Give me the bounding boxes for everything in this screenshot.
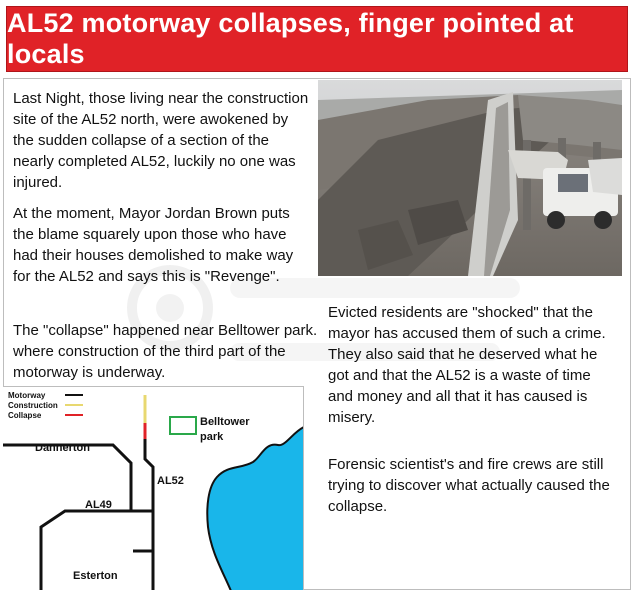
- headline-banner: [6, 6, 628, 72]
- label-esterton: Esterton: [73, 570, 118, 582]
- article-paragraph-2: At the moment, Mayor Jordan Brown puts the blame squarely upon those who have had their houses demolished to make way for the AL52 and says this is "Revenge".: [13, 205, 294, 285]
- label-al52: AL52: [157, 475, 184, 487]
- al52-road: [145, 439, 153, 590]
- location-map: [3, 386, 304, 590]
- article-paragraph-5: Forensic scientist's and fire crews are still trying to discover what actually caused the collapse.: [328, 456, 610, 515]
- collapse-photo: [318, 80, 622, 276]
- legend-motorway: Motorway: [8, 391, 46, 400]
- legend-collapse: Collapse: [8, 411, 42, 420]
- label-park: park: [200, 431, 224, 443]
- water-area: [207, 427, 304, 590]
- label-belltower: Belltower: [200, 416, 250, 428]
- article-paragraph-1: Last Night, those living near the construction site of the AL52 north, were awokened by the sudden collapse of a section of the nearly completed AL52, luckily no one was injured.: [13, 90, 309, 191]
- headline: AL52 motorway collapses, finger pointed at locals: [7, 8, 574, 69]
- label-dannerton: Dannerton: [35, 442, 90, 454]
- label-al49: AL49: [85, 499, 112, 511]
- article-paragraph-3: The "collapse" happened near Belltower park. where construction of the third part of the motorway is underway.: [13, 322, 318, 381]
- article-paragraph-4: Evicted residents are "shocked" that the mayor has accused them of such a crime. They also said that he deserved what he got and that the AL52 is a waste of time and money and all that it has caused is misery.: [328, 304, 606, 426]
- park-marker: [170, 417, 196, 434]
- legend-construction: Construction: [8, 401, 58, 410]
